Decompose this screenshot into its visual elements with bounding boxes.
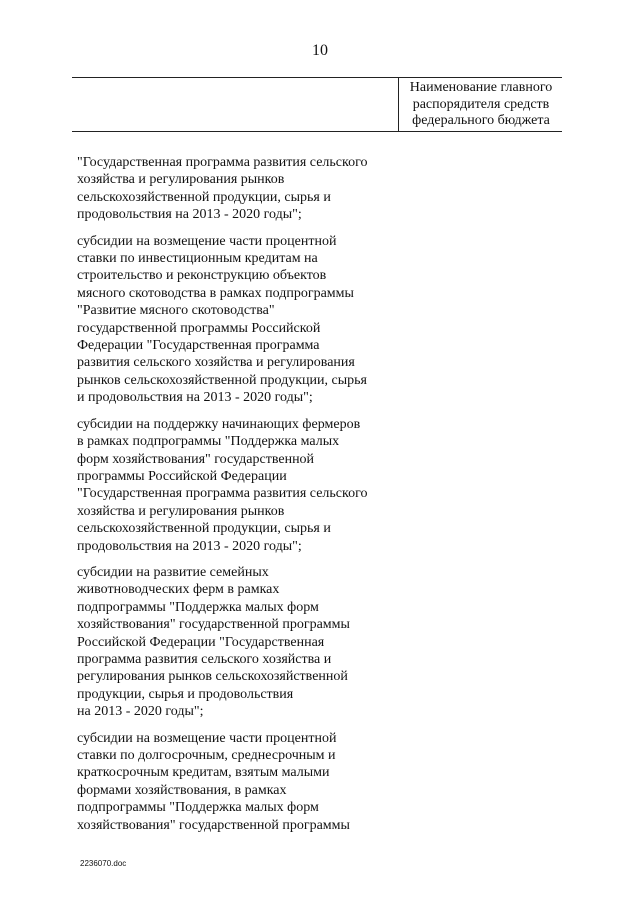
header-cell-line: распорядителя средств <box>412 96 550 112</box>
text-line: "Государственная программа развития сельского <box>77 486 368 502</box>
header-cell-line: Наименование главного <box>409 80 553 95</box>
text-line: краткосрочным кредитам, взятым малыми <box>77 765 330 781</box>
text-line: подпрограммы "Поддержка малых форм <box>77 800 319 816</box>
text-line: на 2013 - 2020 годы"; <box>77 704 204 720</box>
text-line: развития сельского хозяйства и регулирования <box>77 355 355 371</box>
text-line: форм хозяйствования" государственной <box>77 451 315 467</box>
text-line: субсидии на развитие семейных <box>77 564 269 580</box>
text-line: в рамках подпрограммы "Поддержка малых <box>77 434 340 450</box>
table-header <box>72 77 562 132</box>
text-line: хозяйствования" государственной программы <box>77 617 350 633</box>
text-line: государственной программы Российской <box>77 320 321 336</box>
text-line: хозяйства и регулирования рынков <box>77 172 285 188</box>
text-line: ставки по долгосрочным, среднесрочным и <box>77 748 336 763</box>
text-line: Российской Федерации "Государственная <box>77 634 325 650</box>
paragraph-family-farms-subsidy <box>77 564 407 721</box>
text-line: "Государственная программа развития сельского <box>77 155 368 170</box>
text-line: продовольствия на 2013 - 2020 годы"; <box>77 207 302 223</box>
page-number: 10 <box>312 42 328 59</box>
text-line: хозяйства и регулирования рынков <box>77 503 285 519</box>
text-line: строительство и реконструкцию объектов <box>77 268 327 284</box>
text-line: сельскохозяйственной продукции, сырья и <box>77 521 331 537</box>
text-line: продовольствия на 2013 - 2020 годы"; <box>77 538 302 554</box>
text-line: и продовольствия на 2013 - 2020 годы"; <box>77 390 313 406</box>
header-column-divider <box>398 78 399 131</box>
text-line: формами хозяйствования, в рамках <box>77 782 287 798</box>
paragraph-beginning-farmers-subsidy <box>77 416 407 555</box>
footer-document-id: 2236070.doc <box>80 859 127 868</box>
document-body <box>77 154 407 843</box>
text-line: регулирования рынков сельскохозяйственной <box>77 669 348 685</box>
paragraph-small-business-credit-subsidy <box>77 730 407 834</box>
text-line: хозяйствования" государственной программы <box>77 817 350 833</box>
text-line: субсидии на возмещение части процентной <box>77 233 337 249</box>
text-line: мясного скотоводства в рамках подпрограммы <box>77 285 354 301</box>
text-line: ставки по инвестиционным кредитам на <box>77 251 318 267</box>
paragraph-program-title <box>77 154 407 224</box>
text-line: продукции, сырья и продовольствия <box>77 686 294 702</box>
text-line: подпрограммы "Поддержка малых форм <box>77 599 319 615</box>
header-cell-line: федерального бюджета <box>412 113 550 128</box>
text-line: субсидии на поддержку начинающих фермеров <box>77 416 361 432</box>
text-line: сельскохозяйственной продукции, сырья и <box>77 189 331 205</box>
text-line: программы Российской Федерации <box>77 468 287 484</box>
text-line: животноводческих ферм в рамках <box>77 582 280 598</box>
text-line: программа развития сельского хозяйства и <box>77 651 332 667</box>
text-line: рынков сельскохозяйственной продукции, сырья <box>77 372 367 388</box>
text-line: "Развитие мясного скотоводства" <box>77 303 275 319</box>
paragraph-meat-cattle-subsidy <box>77 233 407 407</box>
text-line: субсидии на возмещение части процентной <box>77 730 337 746</box>
text-line: Федерации "Государственная программа <box>77 338 320 354</box>
header-cell-budget-administrator <box>400 80 562 130</box>
